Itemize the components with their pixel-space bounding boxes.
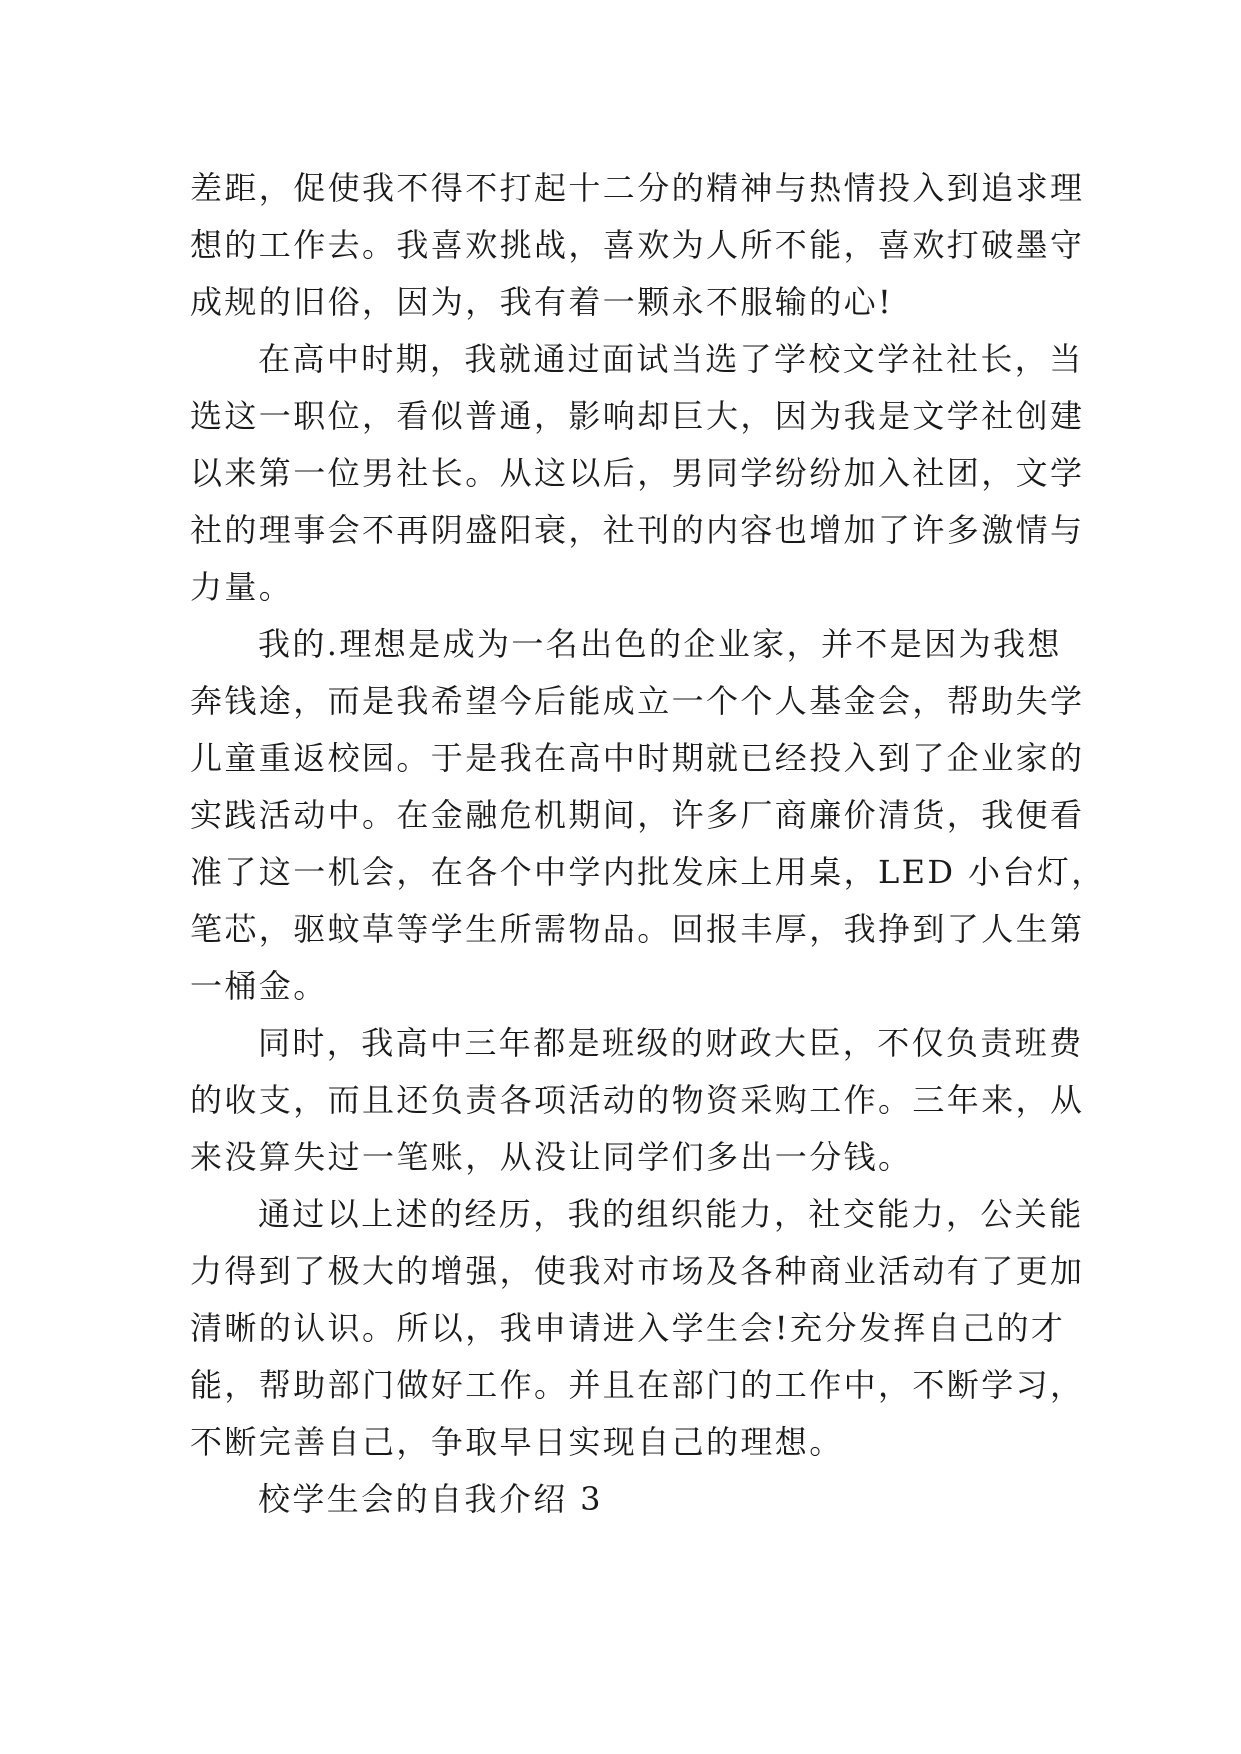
text-line: 一桶金。 xyxy=(190,967,328,1005)
text-line: 不断完善自己，争取早日实现自己的理想。 xyxy=(190,1423,844,1461)
text-line: 以来第一位男社长。从这以后，男同学纷纷加入社团，文学 xyxy=(190,454,1085,492)
text-line: 的收支，而且还负责各项活动的物资采购工作。三年来，从 xyxy=(190,1081,1085,1119)
text-line: 奔钱途，而是我希望今后能成立一个个人基金会，帮助失学 xyxy=(190,682,1085,720)
paragraph-first-line: 通过以上述的经历，我的组织能力，社交能力，公关能 xyxy=(258,1195,1084,1233)
text-line: 成规的旧俗，因为，我有着一颗永不服输的心! xyxy=(190,283,894,321)
text-line: 社的理事会不再阴盛阳衰，社刊的内容也增加了许多激情与 xyxy=(190,511,1085,549)
text-line: 实践活动中。在金融危机期间，许多厂商廉价清货，我便看 xyxy=(190,796,1085,834)
paragraph-first-line: 在高中时期，我就通过面试当选了学校文学社社长，当 xyxy=(258,340,1084,378)
text-line: 力得到了极大的增强，使我对市场及各种商业活动有了更加 xyxy=(190,1252,1085,1290)
text-line: 来没算失过一笔账，从没让同学们多出一分钱。 xyxy=(190,1138,913,1176)
text-line: 差距，促使我不得不打起十二分的精神与热情投入到追求理 xyxy=(190,169,1085,207)
text-line: 想的工作去。我喜欢挑战，喜欢为人所不能，喜欢打破墨守 xyxy=(190,226,1085,264)
section-heading: 校学生会的自我介绍 3 xyxy=(258,1480,603,1518)
text-line: 力量。 xyxy=(190,568,294,606)
text-line: 能，帮助部门做好工作。并且在部门的工作中，不断学习， xyxy=(190,1366,1085,1404)
text-line: 儿童重返校园。于是我在高中时期就已经投入到了企业家的 xyxy=(190,739,1085,777)
document-body xyxy=(190,160,1106,1528)
text-line: 选这一职位，看似普通，影响却巨大，因为我是文学社创建 xyxy=(190,397,1085,435)
paragraph-first-line: 我的.理想是成为一名出色的企业家，并不是因为我想 xyxy=(258,625,1062,663)
text-line: 清晰的认识。所以，我申请进入学生会!充分发挥自己的才 xyxy=(190,1309,1066,1347)
text-line: 笔芯，驱蚊草等学生所需物品。回报丰厚，我挣到了人生第 xyxy=(190,910,1085,948)
paragraph-first-line: 同时，我高中三年都是班级的财政大臣，不仅负责班费 xyxy=(258,1024,1084,1062)
text-line: 准了这一机会，在各个中学内批发床上用桌，LED 小台灯， xyxy=(190,853,1106,891)
